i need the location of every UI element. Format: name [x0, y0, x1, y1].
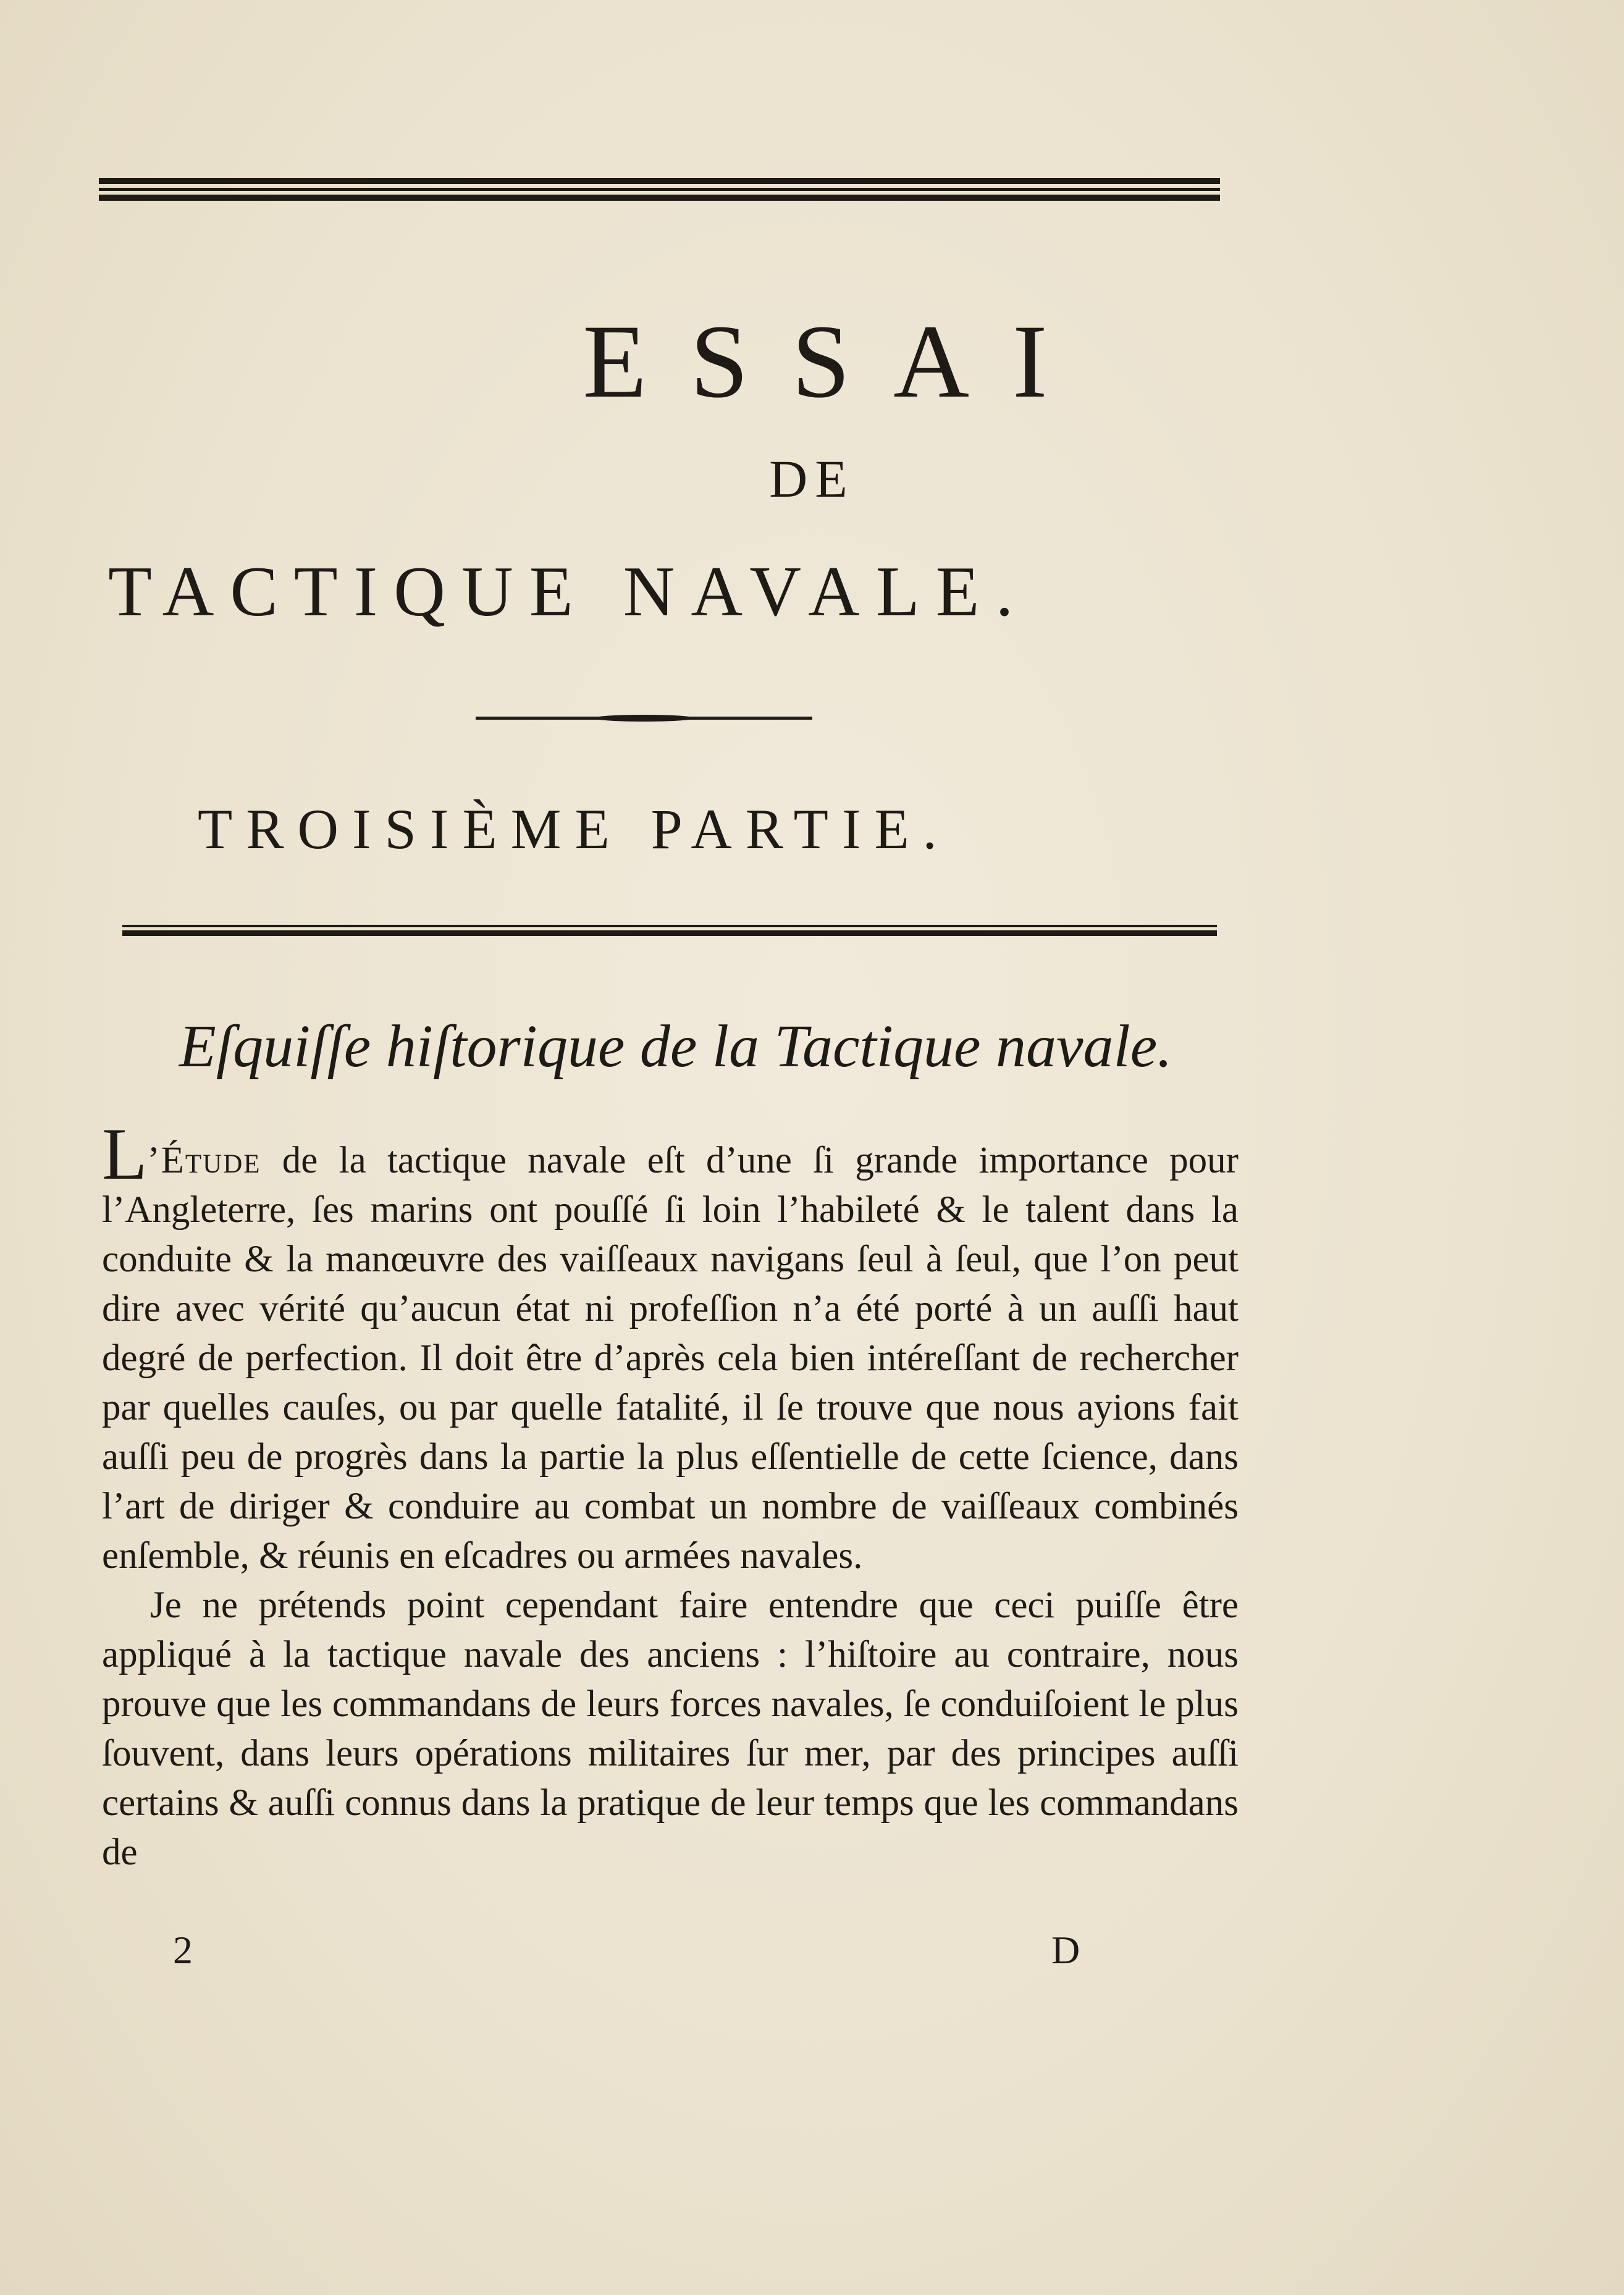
short-divider-rule — [476, 717, 812, 720]
title-de: DE — [769, 449, 855, 508]
paragraph-1 — [102, 1113, 1239, 1581]
page-number: 2 — [173, 1928, 193, 1972]
signature-mark: D — [1051, 1928, 1080, 1972]
body-text — [102, 1113, 1239, 1877]
paragraph-2: Je ne prétends point cependant faire entendre que ceci puiſſe être appliqué à la tactique navale des anciens : l’hiſtoire au contraire, nous prouve que les commandans de leurs forces navales, ſe conduiſoient le plus ſouvent, dans leurs opérations militaires ſur mer, par des principes auſſi certains & auſſi connus dans la pratique de leur temps que les commandans de — [102, 1585, 1239, 1873]
middle-rule — [122, 925, 1217, 936]
title-tactique-navale: TACTIQUE NAVALE. — [108, 552, 1030, 631]
top-ornamental-rule — [99, 178, 1220, 201]
drop-cap: L — [102, 1113, 148, 1195]
lead-word: ’Étude — [147, 1140, 261, 1181]
title-essai: ESSAI — [583, 303, 1091, 419]
part-title: TROISIÈME PARTIE. — [198, 798, 951, 861]
paragraph-1-text: de la tactique navale eſt d’une ſi grande importance pour l’Angleterre, ſes marins ont pouſſé ſi loin l’habileté & le talent dans la conduite & la manœuvre des vaiſſeaux navigans ſeul à ſeul, que l’on peut dire avec vérité qu’aucun état ni profeſſion n’a été porté à un auſſi haut degré de perfection. Il doit être d’après cela bien intéreſſant de rechercher par quelles cauſes, ou par quelle fatalité, il ſe trouve que nous ayions fait auſſi peu de progrès dans la partie la plus eſſentielle de cette ſcience, dans l’art de diriger & conduire au combat un nombre de vaiſſeaux combinés enſemble, & réunis en eſcadres ou armées navales. — [102, 1140, 1239, 1577]
section-title: Eſquiſſe hiſtorique de la Tactique navale. — [179, 1013, 1172, 1080]
